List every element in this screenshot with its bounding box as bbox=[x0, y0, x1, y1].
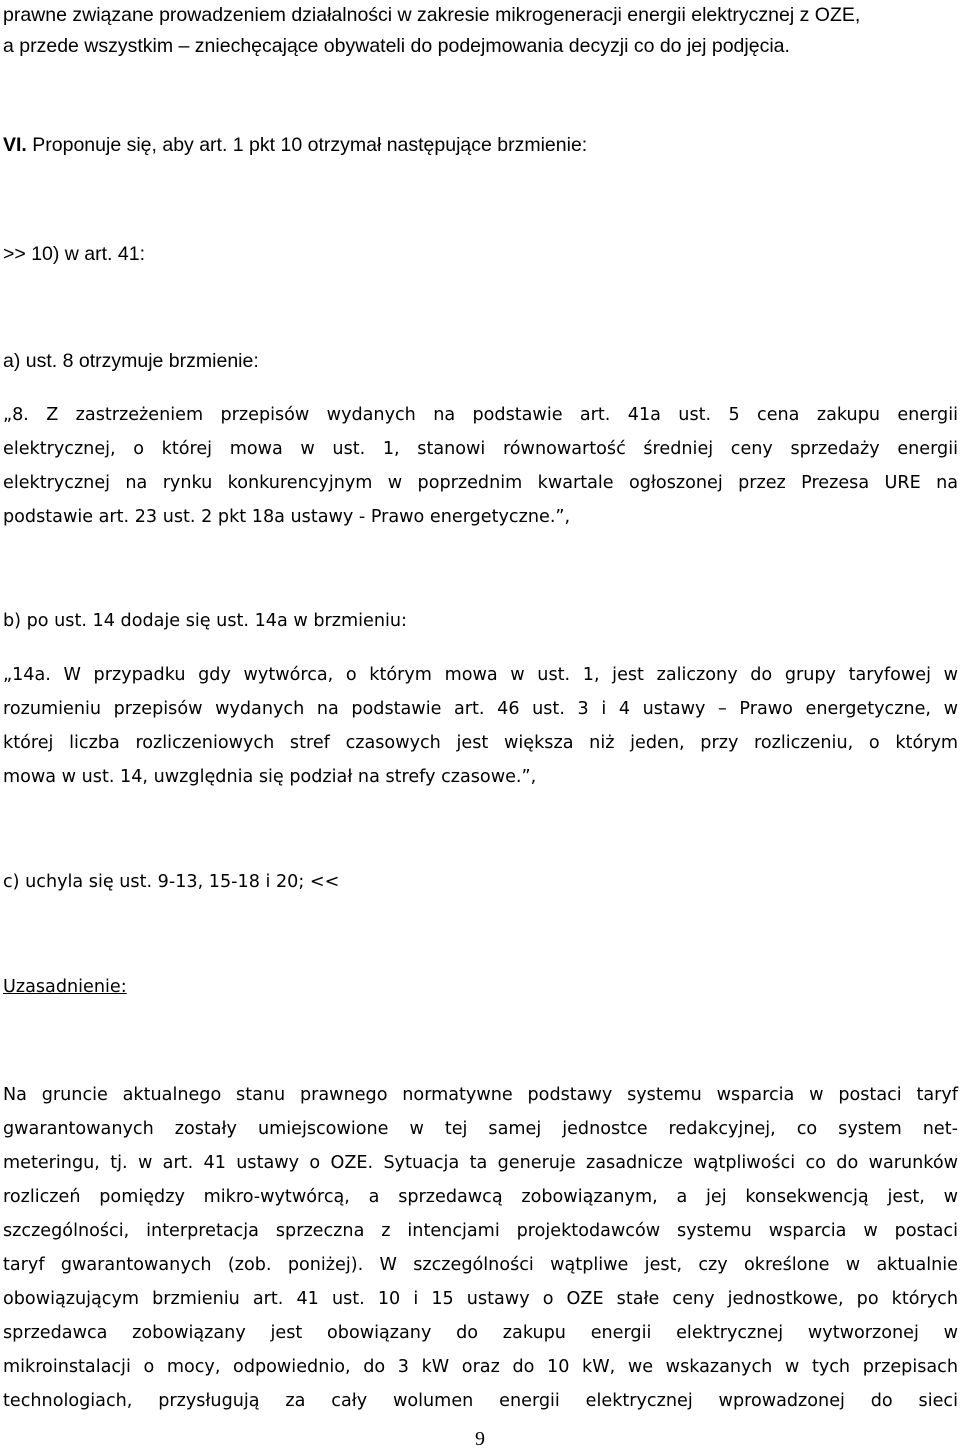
ust14a-line-3: której liczba rozliczeniowych stref czasowych jest większa niż jeden, przy rozliczeniu, o którym bbox=[3, 733, 958, 753]
ust14a-line-4: mowa w ust. 14, uwzględnia się podział na strefy czasowe.”, bbox=[3, 767, 537, 787]
justification-line-5: szczególności, interpretacja sprzeczna z intencjami projektodawców systemu wsparcia w postaci bbox=[3, 1221, 958, 1241]
justification-line-3: meteringu, tj. w art. 41 ustawy o OZE. Sytuacja ta generuje zasadnicze wątpliwości co do warunków bbox=[3, 1153, 958, 1173]
top-line-1: prawne związane prowadzeniem działalności w zakresie mikrogeneracji energii elektrycznej z OZE, bbox=[3, 4, 861, 26]
justification-line-8: sprzedawca zobowiązany jest obowiązany do zakupu energii elektrycznej wytworzonej w bbox=[3, 1323, 958, 1343]
item-b: b) po ust. 14 dodaje się ust. 14a w brzmieniu: bbox=[3, 611, 407, 631]
proposal-heading bbox=[3, 133, 958, 157]
item-10: >> 10) w art. 41: bbox=[3, 243, 145, 265]
ust8-line-3: elektrycznej na rynku konkurencyjnym w poprzednim kwartale ogłoszonej przez Prezesa URE na bbox=[3, 473, 958, 493]
proposal-number: VI. bbox=[3, 134, 27, 156]
justification-line-2: gwarantowanych zostały umiejscowione w tej samej jednostce redakcyjnej, co system net- bbox=[3, 1119, 958, 1139]
justification-line-10: technologiach, przysługują za cały wolumen energii elektrycznej wprowadzonej do sieci bbox=[3, 1391, 958, 1411]
item-c: c) uchyla się ust. 9-13, 15-18 i 20; << bbox=[3, 872, 340, 892]
item-a: a) ust. 8 otrzymuje brzmienie: bbox=[3, 350, 259, 372]
ust14a-line-2: rozumieniu przepisów wydanych na podstawie art. 46 ust. 3 i 4 ustawy – Prawo energetyczne, w bbox=[3, 699, 958, 719]
justification-line-6: taryf gwarantowanych (zob. poniżej). W szczególności wątpliwe jest, czy określone w aktualnie bbox=[3, 1255, 958, 1275]
top-line-2: a przede wszystkim – zniechęcające obywateli do podejmowania decyzji co do jej podjęcia. bbox=[3, 35, 790, 57]
justification-line-9: mikroinstalacji o mocy, odpowiednio, do 3 kW oraz do 10 kW, we wskazanych w tych przepisach bbox=[3, 1357, 958, 1377]
justification-line-1: Na gruncie aktualnego stanu prawnego normatywne podstawy systemu wsparcia w postaci taryf bbox=[3, 1085, 958, 1105]
page-number: 9 bbox=[475, 1428, 485, 1450]
ust8-line-2: elektrycznej, o której mowa w ust. 1, stanowi równowartość średniej ceny sprzedaży energii bbox=[3, 439, 958, 459]
ust14a-line-1: „14a. W przypadku gdy wytwórca, o którym mowa w ust. 1, jest zaliczony do grupy taryfowej w bbox=[3, 665, 958, 685]
justification-line-7: obowiązującym brzmieniu art. 41 ust. 10 i 15 ustawy o OZE stałe ceny jednostkowe, po których bbox=[3, 1289, 958, 1309]
ust8-line-4: podstawie art. 23 ust. 2 pkt 18a ustawy - Prawo energetyczne.”, bbox=[3, 507, 571, 527]
proposal-text: Proponuje się, aby art. 1 pkt 10 otrzymał następujące brzmienie: bbox=[26, 134, 588, 156]
ust8-line-1: „8. Z zastrzeżeniem przepisów wydanych na podstawie art. 41a ust. 5 cena zakupu energii bbox=[3, 405, 958, 425]
justification-line-4: rozliczeń pomiędzy mikro-wytwórcą, a sprzedawcą zobowiązanym, a jej konsekwencją jest, w bbox=[3, 1187, 958, 1207]
justification-heading: Uzasadnienie: bbox=[3, 977, 127, 997]
